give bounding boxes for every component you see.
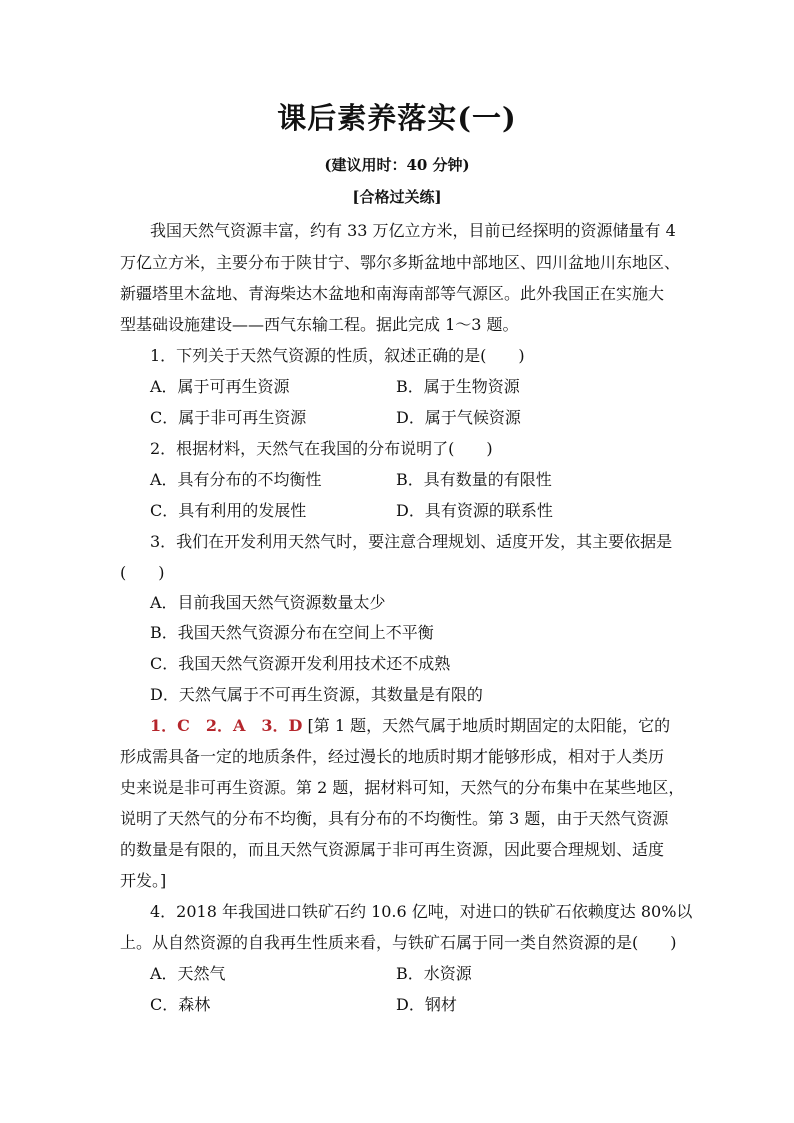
question-1-option-c: C．属于非可再生资源 (150, 408, 307, 427)
question-3-option-b: B．我国天然气资源分布在空间上不平衡 (150, 623, 434, 642)
answer-explanation-line: 开发。] (120, 871, 167, 890)
answer-keys: 1．C 2．A 3．D (150, 716, 303, 735)
question-2-option-c: C．具有利用的发展性 (150, 501, 307, 520)
question-3-stem: 3．我们在开发利用天然气时，要注意合理规划、适度开发，其主要依据是 (150, 532, 673, 551)
answer-explanation-line: 史来说是非可再生资源。第 2 题，据材料可知，天然气的分布集中在某些地区， (120, 778, 685, 797)
question-1-option-b: B．属于生物资源 (396, 377, 520, 396)
question-3-option-a: A．目前我国天然气资源数量太少 (150, 593, 386, 612)
question-4-option-c: C．森林 (150, 995, 211, 1014)
page-title: 课后素养落实(一) (277, 101, 517, 135)
answer-explanation-line: 形成需具备一定的地质条件，经过漫长的地质时期才能够形成，相对于人类历 (120, 747, 665, 766)
question-1-stem: 1．下列关于天然气资源的性质，叙述正确的是( ) (150, 346, 525, 365)
question-4-stem-continued: 上。从自然资源的自我再生性质来看，与铁矿石属于同一类自然资源的是( ) (120, 933, 677, 952)
intro-line: 万亿立方米，主要分布于陕甘宁、鄂尔多斯盆地中部地区、四川盆地川东地区、 (120, 253, 681, 272)
intro-line: 新疆塔里木盆地、青海柴达木盆地和南海南部等气源区。此外我国正在实施大 (120, 284, 665, 303)
intro-line: 我国天然气资源丰富，约有 33 万亿立方米，目前已经探明的资源储量有 4 (150, 221, 676, 240)
section-heading: [合格过关练] (352, 188, 442, 206)
question-2-option-a: A．具有分布的不均衡性 (150, 470, 322, 489)
question-4-option-d: D．钢材 (396, 995, 457, 1014)
question-2-option-b: B．具有数量的有限性 (396, 470, 552, 489)
question-4-option-a: A．天然气 (150, 964, 226, 983)
intro-line: 型基础设施建设——西气东输工程。据此完成 1～3 题。 (120, 315, 519, 334)
question-3-stem-continued: ( ) (120, 563, 165, 582)
question-1-option-a: A．属于可再生资源 (150, 377, 290, 396)
answer-explanation-line: 的数量是有限的，而且天然气资源属于非可再生资源，因此要合理规划、适度 (120, 840, 665, 859)
answer-explanation-start: [第 1 题，天然气属于地质时期固定的太阳能，它的 (307, 716, 671, 735)
question-4-stem: 4．2018 年我国进口铁矿石约 10.6 亿吨，对进口的铁矿石依赖度达 80%以 (150, 902, 693, 921)
question-4-option-b: B．水资源 (396, 964, 472, 983)
time-note: (建议用时：40 分钟) (324, 156, 470, 174)
question-3-option-d: D．天然气属于不可再生资源，其数量是有限的 (150, 685, 483, 704)
question-1-option-d: D．属于气候资源 (396, 408, 521, 427)
answer-first-line (150, 713, 670, 736)
question-2-option-d: D．具有资源的联系性 (396, 501, 553, 520)
question-2-stem: 2．根据材料，天然气在我国的分布说明了( ) (150, 439, 493, 458)
question-3-option-c: C．我国天然气资源开发利用技术还不成熟 (150, 654, 451, 673)
answer-explanation-line: 说明了天然气的分布不均衡，具有分布的不均衡性。第 3 题，由于天然气资源 (120, 809, 669, 828)
